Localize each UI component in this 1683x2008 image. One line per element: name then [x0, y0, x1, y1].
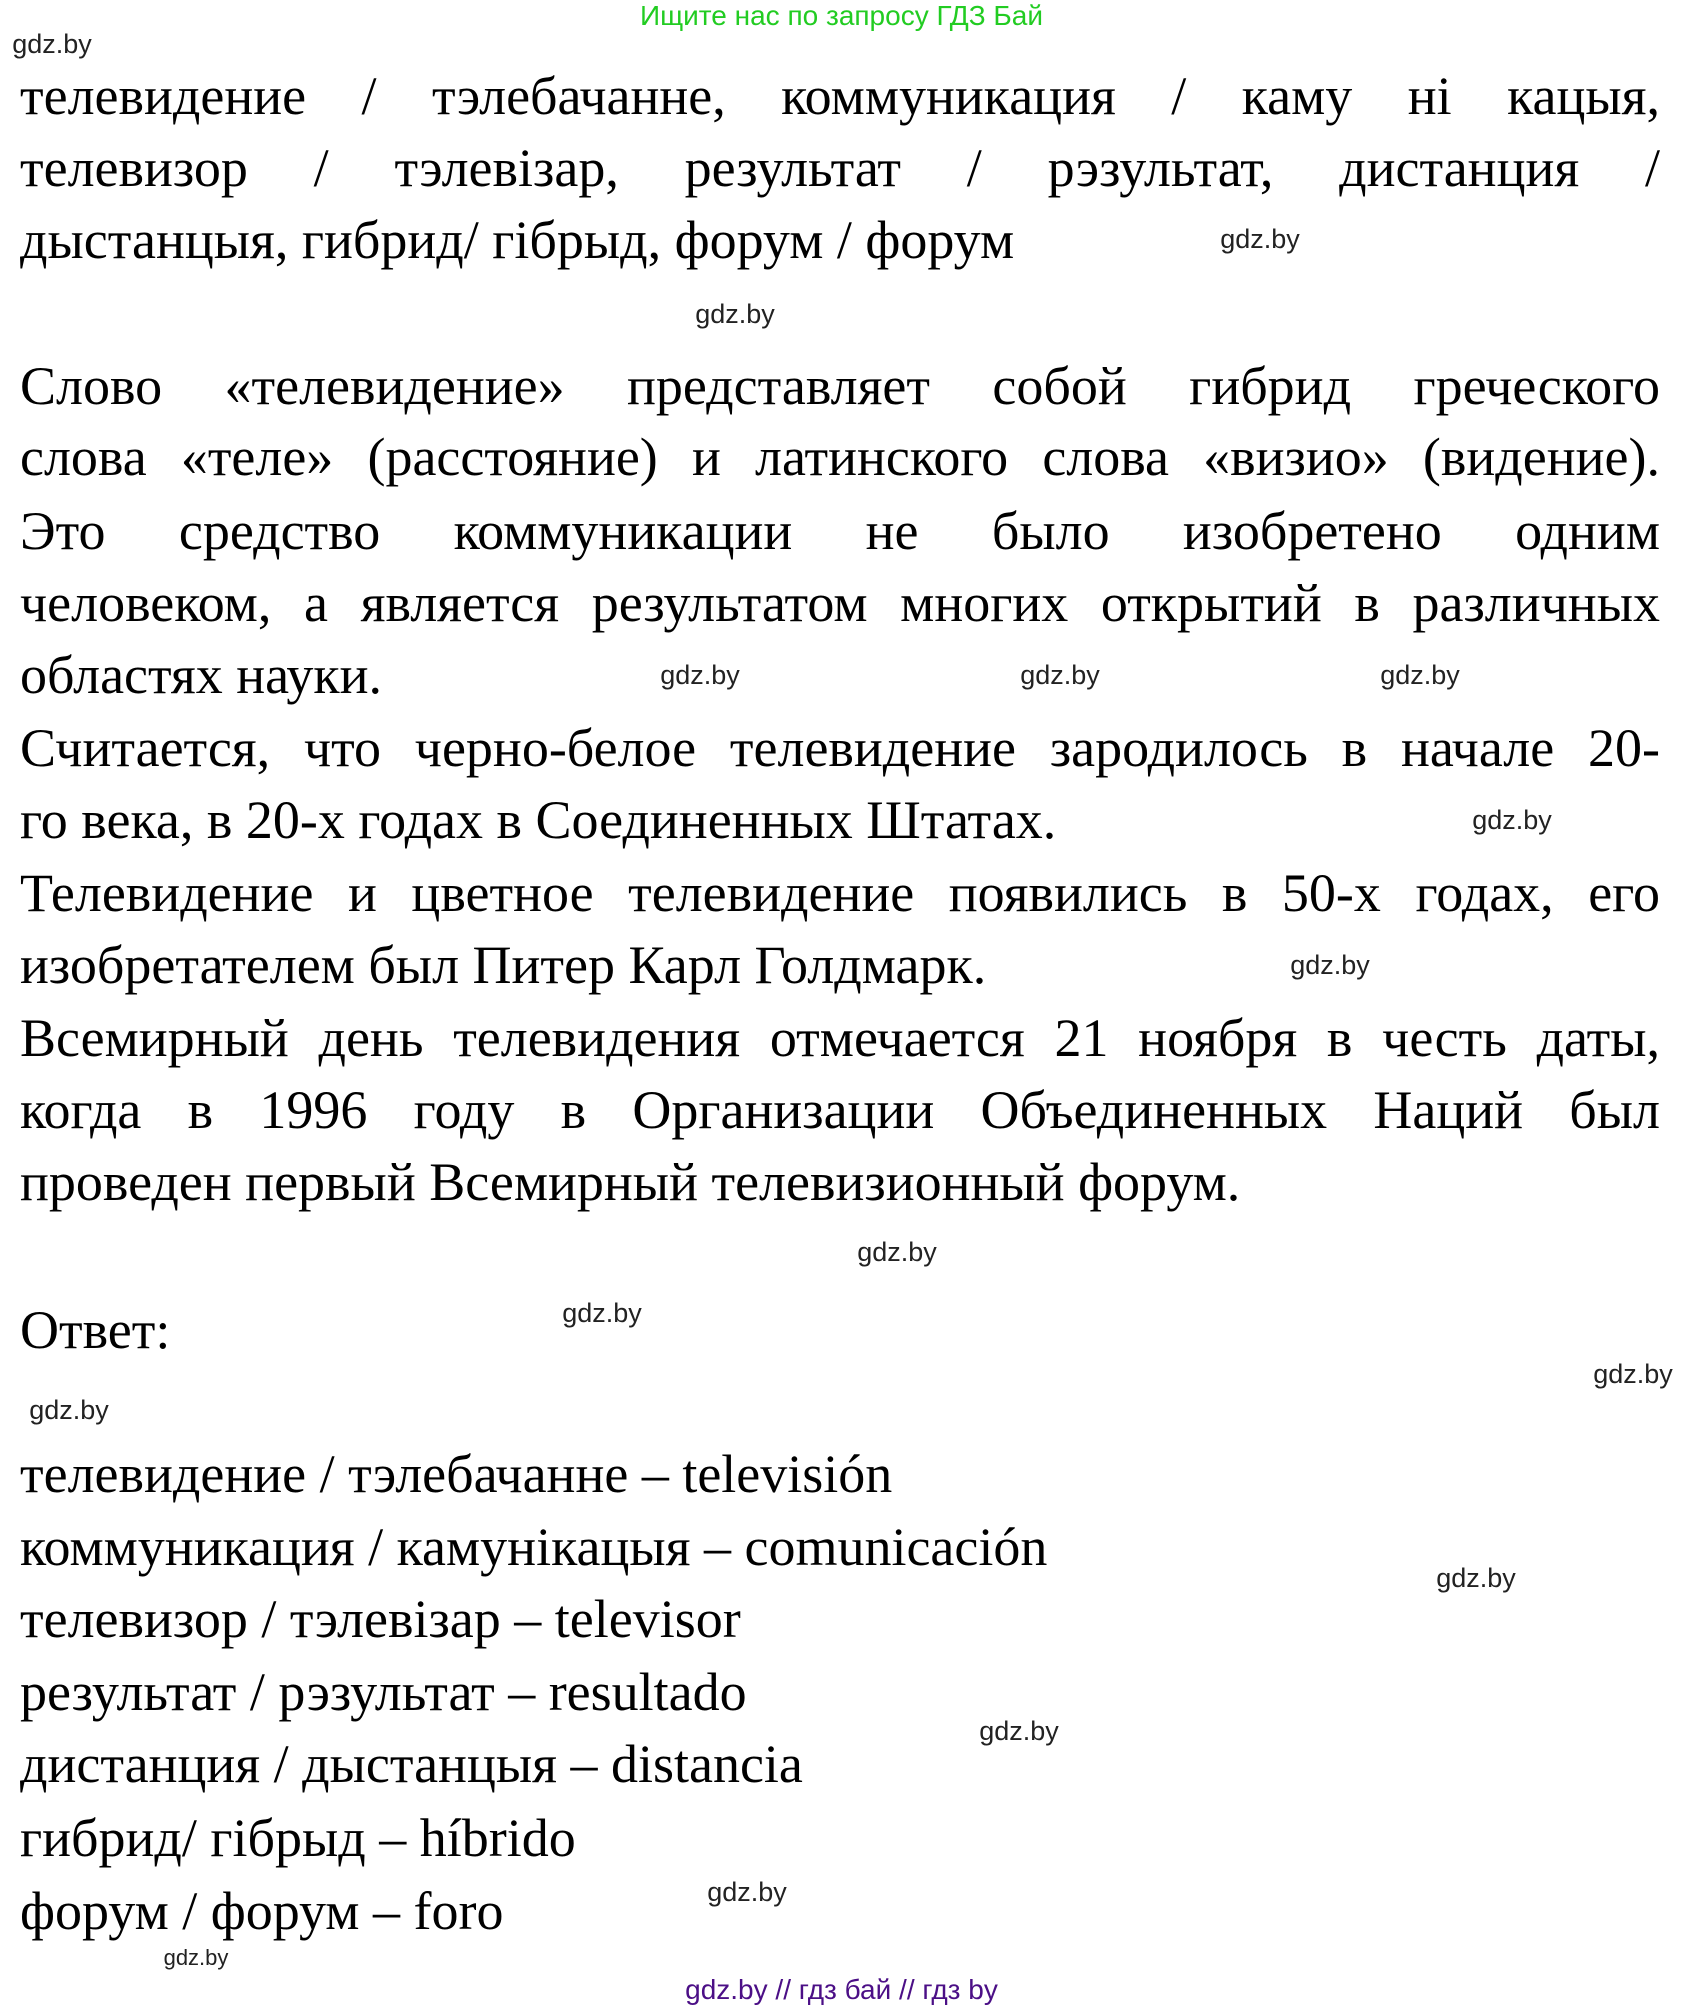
text-line: го века, в 20-х годах в Соединенных Штатах. — [20, 790, 1057, 850]
answer-line: форум / форум – foro — [20, 1881, 504, 1941]
watermark: gdz.by — [562, 1298, 642, 1328]
text-line: когда в 1996 году в Организации Объединенных Наций был — [20, 1080, 1660, 1140]
answer-line: дистанция / дыстанцыя – distancia — [20, 1734, 803, 1794]
watermark: gdz.by — [1436, 1563, 1516, 1593]
watermark: gdz.by — [660, 660, 740, 690]
text-line: Телевидение и цветное телевидение появились в 50-х годах, его — [20, 863, 1660, 923]
text-line: Считается, что черно-белое телевидение зародилось в начале 20- — [20, 718, 1660, 778]
text-line: Это средство коммуникации не было изобретено одним — [20, 501, 1660, 561]
answer-line: коммуникация / камунікацыя – comunicación — [20, 1517, 1048, 1577]
text-line: телевидение / тэлебачанне, коммуникация / каму ні кацыя, — [20, 66, 1660, 126]
answer-heading: Ответ: — [20, 1300, 171, 1360]
text-line: проведен первый Всемирный телевизионный форум. — [20, 1152, 1241, 1212]
answer-line: телевидение / тэлебачанне – televisión — [20, 1444, 893, 1504]
watermark: gdz.by — [695, 299, 775, 329]
watermark: gdz.by — [12, 29, 92, 59]
text-line: дыстанцыя, гибрид/ гібрыд, форум / форум — [20, 210, 1015, 270]
text-line: областях науки. — [20, 645, 382, 705]
watermark: gdz.by — [1290, 950, 1370, 980]
answer-line: гибрид/ гібрыд – híbrido — [20, 1808, 576, 1868]
text-line: телевизор / тэлевізар, результат / рэзультат, дистанция / — [20, 138, 1660, 198]
watermark: gdz.by — [857, 1237, 937, 1267]
watermark: gdz.by — [1220, 224, 1300, 254]
watermark: gdz.by — [29, 1395, 109, 1425]
text-line: Слово «телевидение» представляет собой гибрид греческого — [20, 356, 1660, 416]
text-line: человеком, а является результатом многих открытий в различных — [20, 573, 1660, 633]
text-line: Всемирный день телевидения отмечается 21 ноября в честь даты, — [20, 1008, 1660, 1068]
answer-line: результат / рэзультат – resultado — [20, 1662, 747, 1722]
watermark: gdz.by — [163, 1945, 229, 1970]
watermark: gdz.by — [1380, 660, 1460, 690]
watermark: gdz.by — [979, 1716, 1059, 1746]
watermark: gdz.by — [1472, 805, 1552, 835]
search-hint-banner: Ищите нас по запросу ГДЗ Бай — [639, 0, 1044, 31]
text-line: слова «теле» (расстояние) и латинского слова «визио» (видение). — [20, 427, 1660, 487]
footer-links: gdz.by // гдз бай // гдз by — [685, 1974, 998, 2005]
watermark: gdz.by — [707, 1877, 787, 1907]
text-line: изобретателем был Питер Карл Голдмарк. — [20, 935, 987, 995]
watermark: gdz.by — [1593, 1359, 1673, 1389]
answer-line: телевизор / тэлевізар – televisor — [20, 1589, 741, 1649]
watermark: gdz.by — [1020, 660, 1100, 690]
